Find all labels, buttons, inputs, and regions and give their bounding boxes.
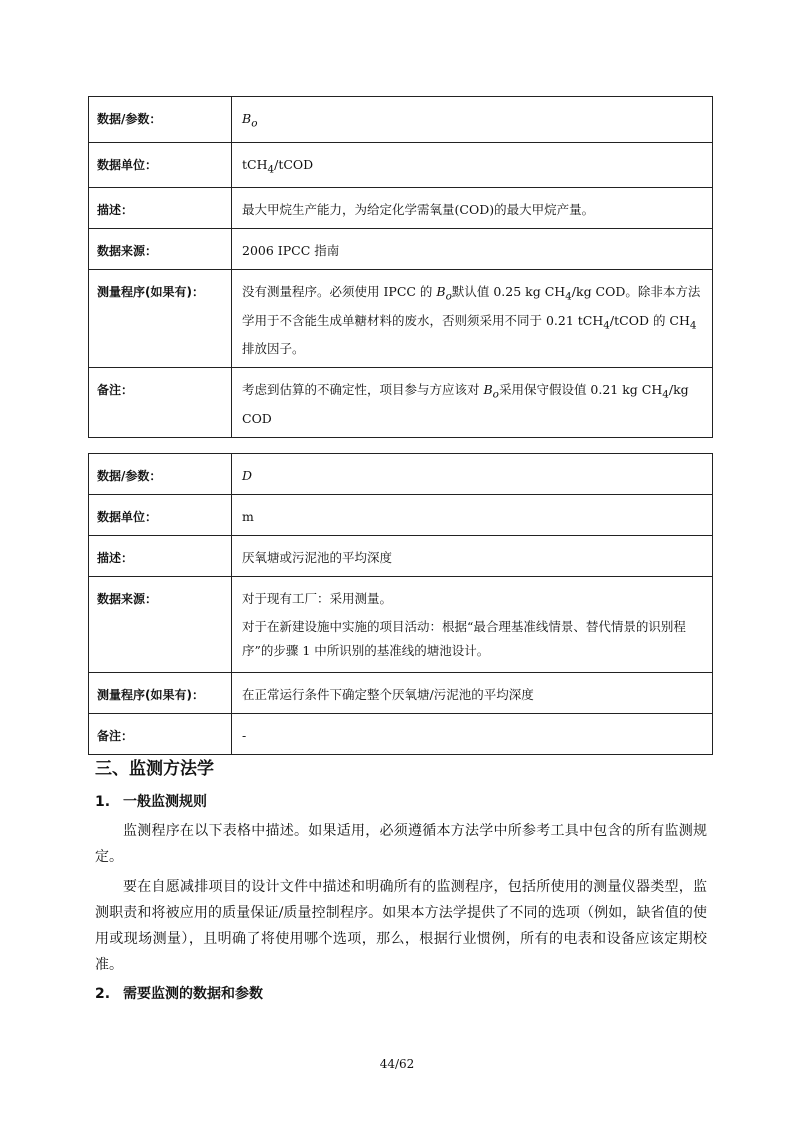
subsection-title: 一般监测规则 (123, 794, 207, 810)
text-run: 采用保守假设值 0.21 kg CH (498, 382, 663, 397)
unit-subscript: 4 (267, 163, 275, 175)
label-remarks: 备注： (89, 368, 232, 438)
table-row (89, 673, 713, 714)
text-run: /tCOD 的 CH (609, 312, 690, 328)
remarks-value: - (232, 714, 713, 755)
text-subscript: o (445, 290, 452, 303)
parameter-symbol: B (242, 111, 252, 126)
table-row (89, 97, 713, 143)
text-run: B (436, 284, 446, 299)
unit-value (232, 142, 713, 188)
text-run: 考虑到估算的不确定性，项目参与方应该对 (242, 382, 484, 397)
subsection-title: 需要监测的数据和参数 (123, 986, 263, 1002)
procedure-value (232, 270, 713, 368)
table-row (89, 454, 713, 495)
paragraph-2: 要在自愿减排项目的设计文件中描述和明确所有的监测程序，包括所使用的测量仪器类型，监测职责和将被应用的质量保证/质量控制程序。如果本方法学提供了不同的选项（例如，缺省值的使用或现场测量），且明确了将使用哪个选项，那么，根据行业惯例，所有的电表和设备应该定期校准。 (95, 879, 707, 973)
table-row (89, 229, 713, 270)
parameter-subscript: o (251, 117, 258, 130)
text-run: 排放因子。 (242, 341, 305, 356)
parameter-table-bo (88, 96, 713, 438)
label-data-unit: 数据单位： (89, 495, 232, 536)
label-measurement-procedure: 测量程序(如果有)： (89, 270, 232, 368)
source-value (232, 577, 713, 673)
table-row (89, 577, 713, 673)
text-subscript: 4 (565, 290, 572, 303)
paragraph-1: 监测程序在以下表格中描述。如果适用，必须遵循本方法学中所参考工具中包含的所有监测规定。 (95, 823, 707, 865)
text-run: 默认值 0.25 kg CH (451, 284, 566, 299)
text-subscript: 4 (603, 319, 610, 331)
label-data-parameter: 数据/参数： (89, 97, 232, 143)
label-measurement-procedure: 测量程序(如果有)： (89, 673, 232, 714)
parameter-symbol: D (242, 468, 253, 483)
label-remarks: 备注： (89, 714, 232, 755)
section-title: 三、监测方法学 (95, 759, 214, 779)
parameter-value (232, 454, 713, 495)
label-data-source: 数据来源： (89, 229, 232, 270)
table-row (89, 142, 713, 188)
table-row (89, 368, 713, 438)
text-subscript: 4 (689, 319, 697, 331)
text-run: 没有测量程序。必须使用 IPCC 的 (242, 284, 437, 299)
description-value: 最大甲烷生产能力，为给定化学需氧量(COD)的最大甲烷产量。 (232, 188, 713, 229)
unit-part: /tCOD (274, 156, 314, 172)
text-subscript: 4 (662, 388, 669, 401)
text-run: B (483, 382, 493, 397)
label-description: 描述： (89, 536, 232, 577)
unit-value: m (232, 495, 713, 536)
subsection-number: 1. (95, 794, 111, 810)
text-subscript: o (492, 388, 499, 401)
procedure-value: 在正常运行条件下确定整个厌氧塘/污泥池的平均深度 (232, 673, 713, 714)
label-data-unit: 数据单位： (89, 142, 232, 188)
source-value: 2006 IPCC 指南 (232, 229, 713, 270)
table-row (89, 714, 713, 755)
text-run: /kg COD。除非本方法学用于不含能生成单糖材料的废水，否则须采用不同于 0.21 tCH (242, 284, 701, 328)
subsection-heading-1 (95, 791, 207, 811)
table-row (89, 188, 713, 229)
text-run: /kg COD (242, 382, 689, 426)
page-number: 44/62 (379, 1057, 415, 1071)
description-value: 厌氧塘或污泥池的平均深度 (232, 536, 713, 577)
label-data-parameter: 数据/参数： (89, 454, 232, 495)
table-row (89, 495, 713, 536)
source-line: 对于在新建设施中实施的项目活动：根据“最合理基准线情景、替代情景的识别程序”的步骤 1 中所识别的基准线的塘池设计。 (242, 619, 686, 658)
parameter-value (232, 97, 713, 143)
subsection-heading-2 (95, 983, 263, 1003)
table-row (89, 536, 713, 577)
table-row (89, 270, 713, 368)
unit-part: tCH (242, 156, 268, 172)
parameter-table-d (88, 453, 713, 755)
label-data-source: 数据来源： (89, 577, 232, 673)
subsection-number: 2. (95, 986, 111, 1002)
label-description: 描述： (89, 188, 232, 229)
source-line: 对于现有工厂：采用测量。 (242, 591, 393, 606)
remarks-value (232, 368, 713, 438)
